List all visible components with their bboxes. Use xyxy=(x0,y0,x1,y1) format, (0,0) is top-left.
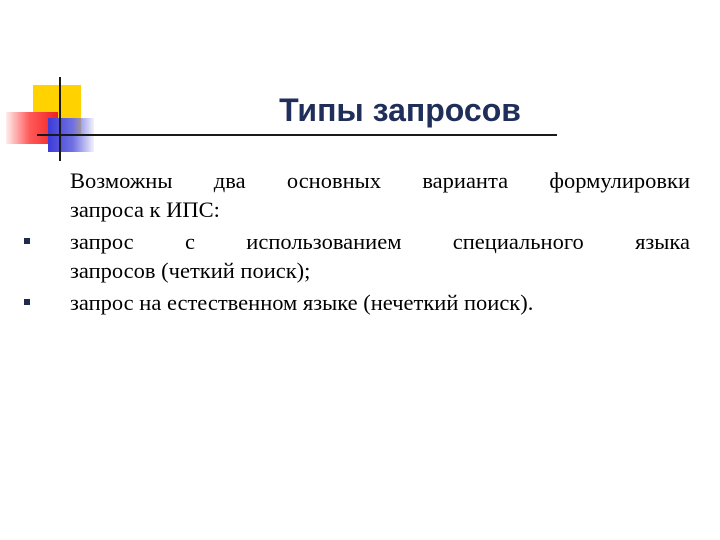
bullet-2-line-1: запрос на естественном языке (нечеткий поиск). xyxy=(70,290,534,315)
intro-paragraph xyxy=(70,166,690,224)
bullet-1-line-2: запросов (четкий поиск); xyxy=(70,258,311,283)
slide-body xyxy=(70,166,690,320)
list-item xyxy=(70,288,690,317)
slide-title: Типы запросов xyxy=(279,92,521,128)
list-item xyxy=(70,227,690,285)
logo-vertical-line xyxy=(59,77,61,161)
bullet-1-line-1: запрос с использованием специального языка xyxy=(70,229,690,254)
intro-line-1: Возможны два основных варианта формулировки xyxy=(70,168,690,193)
intro-line-2: запроса к ИПС: xyxy=(70,197,220,222)
title-underline xyxy=(37,134,557,136)
bullet-square-icon xyxy=(24,238,30,244)
bullet-square-icon xyxy=(24,299,30,305)
